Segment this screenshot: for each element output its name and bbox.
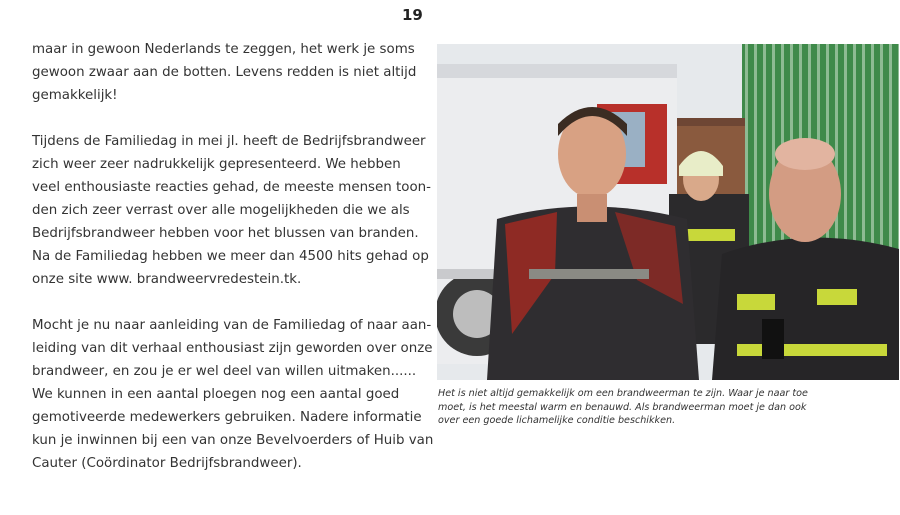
text-line: gemotiveerde medewerkers gebruiken. Nadere informatie: [32, 410, 422, 425]
text-line: gewoon zwaar aan de botten. Levens redden is niet altijd: [32, 65, 417, 80]
text-line: leiding van dit verhaal enthousiast zijn geworden over onze: [32, 341, 433, 356]
text-line: Na de Familiedag hebben we meer dan 4500 hits gehad op: [32, 249, 429, 264]
caption-line: over een goede lichamelijke conditie beschikken.: [438, 415, 676, 426]
caption-line: moet, is het meestal warm en benauwd. Als brandweerman moet je dan ook: [438, 401, 807, 413]
text-line: Mocht je nu naar aanleiding van de Familiedag of naar aan-: [32, 318, 432, 333]
text-line: onze site www. brandweervredestein.tk.: [32, 272, 302, 287]
caption-line: Het is niet altijd gemakkelijk om een brandweerman te zijn. Waar je naar toe: [438, 388, 808, 399]
text-line: veel enthousiaste reacties gehad, de meeste mensen toon-: [32, 180, 431, 195]
paragraph-1: [32, 38, 417, 107]
text-line: brandweer, en zou je er wel deel van willen uitmaken......: [32, 364, 417, 379]
text-line: gemakkelijk!: [32, 88, 118, 103]
text-line: Tijdens de Familiedag in mei jl. heeft de Bedrijfsbrandweer: [32, 134, 426, 149]
photo-caption: [438, 387, 878, 428]
firefighters-photo: [437, 44, 899, 380]
text-line: zich weer zeer nadrukkelijk gepresenteerd. We hebben: [32, 157, 401, 172]
text-line: Cauter (Coördinator Bedrijfsbrandweer).: [32, 456, 302, 471]
text-line: den zich zeer verrast over alle mogelijkheden die we als: [32, 203, 410, 218]
article-body: [32, 38, 434, 498]
text-line: We kunnen in een aantal ploegen nog een aantal goed: [32, 387, 400, 402]
page-number: 19: [402, 6, 423, 24]
paragraph-3: [32, 314, 434, 475]
text-line: kun je inwinnen bij een van onze Bevelvoerders of Huib van: [32, 433, 434, 448]
paragraph-2: [32, 130, 431, 291]
text-line: maar in gewoon Nederlands te zeggen, het werk je soms: [32, 42, 415, 57]
text-line: Bedrijfsbrandweer hebben voor het blussen van branden.: [32, 226, 419, 241]
